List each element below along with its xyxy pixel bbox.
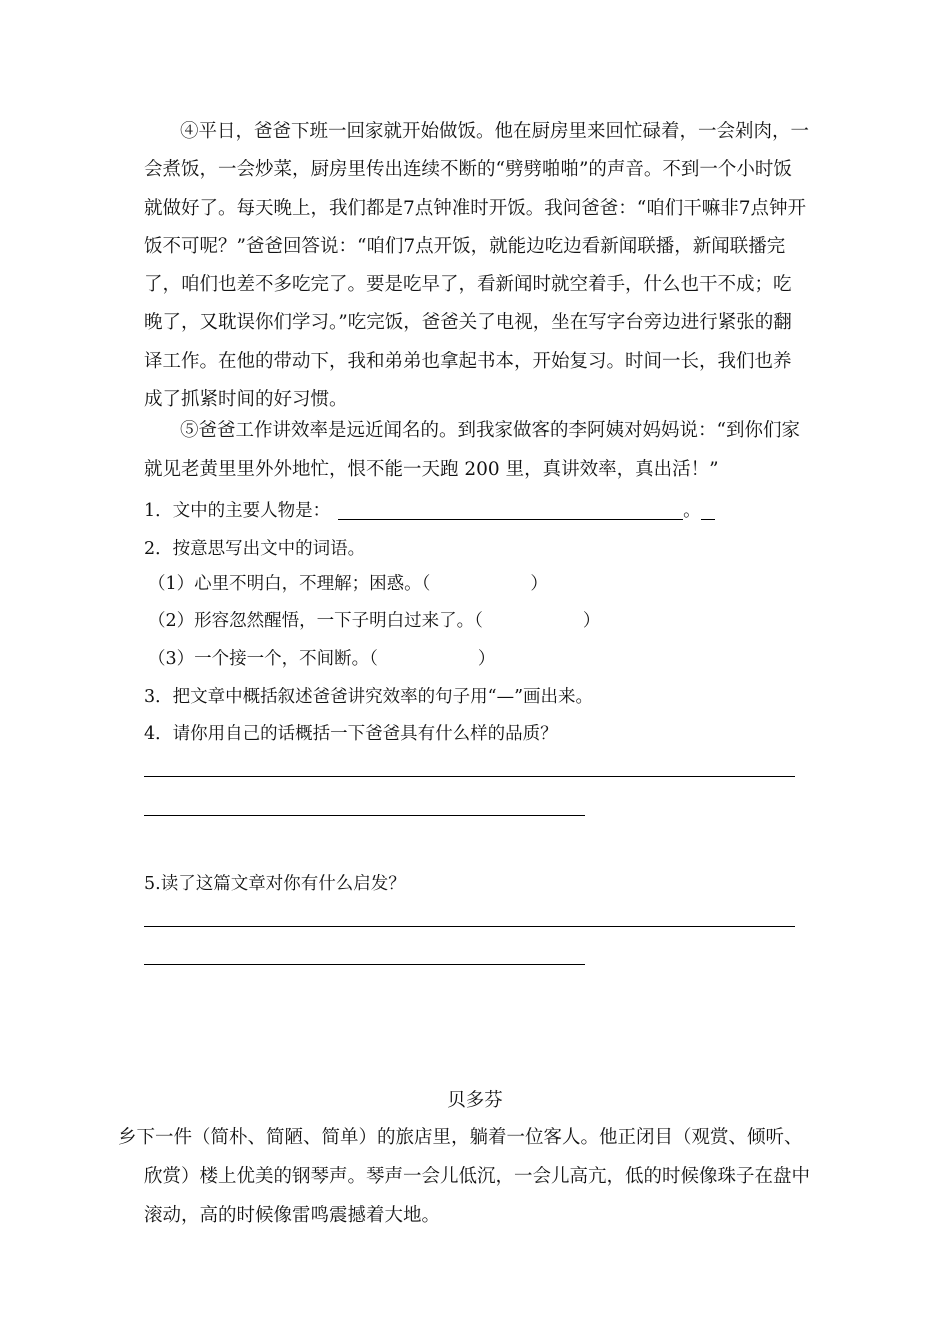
question-3: 3．把文章中概括叙述爸爸讲究效率的句子用“—”画出来。 [144,687,594,707]
question-4: 4．请你用自己的话概括一下爸爸具有什么样的品质？ [144,724,558,744]
passage-paragraph-5: ⑤爸爸工作讲效率是远近闻名的。到我家做客的李阿姨对妈妈说：“到你们家就见老黄里里外外地忙，恨不能一天跑 200 里，真讲效率，真出活！” [144,420,800,480]
question-4-answer-line-1[interactable] [144,776,795,777]
question-2-item-1 [148,570,548,595]
question-1-period: 。 [683,501,701,521]
question-1 [144,497,715,522]
story-paragraph: 乡下一件（简朴、简陋、简单）的旅店里，躺着一位客人。他正闭目（观赏、倾听、欣赏）楼上优美的钢琴声。琴声一会儿低沉，一会儿高亢，低的时候像珠子在盘中滚动，高的时候像雷鸣震撼着大地。 [118,1127,811,1226]
question-2-item-2 [148,607,600,632]
question-2-item-1-close-paren: ） [530,574,548,594]
question-2-item-2-close-paren: ） [582,611,601,631]
story-title: 贝多芬 [447,1090,503,1111]
question-5-answer-line-1[interactable] [144,926,795,927]
question-4-answer-line-2[interactable] [144,815,585,816]
question-2-item-1-text: （1）心里不明白，不理解；困惑。（ [148,574,431,594]
question-2: 2．按意思写出文中的词语。 [144,539,366,559]
question-1-answer-blank[interactable] [338,501,683,520]
question-2-item-2-text: （2）形容忽然醒悟，一下子明白过来了。（ [148,611,483,631]
question-1-blank-tail [701,519,715,520]
question-1-label: 1．文中的主要人物是： [144,501,331,521]
question-2-item-3-text: （3）一个接一个，不间断。（ [148,649,378,669]
question-2-item-3-close-paren: ） [477,649,496,669]
passage-paragraph-4: ④平日，爸爸下班一回家就开始做饭。他在厨房里来回忙碌着，一会剁肉，一会煮饭，一会炒菜，厨房里传出连续不断的“劈劈啪啪”的声音。不到一个小时饭就做好了。每天晚上，我们都是7点钟准时开饭。我问爸爸：“咱们干嘛非7点钟开饭不可呢？”爸爸回答说：“咱们7点开饭，就能边吃边看新闻联播，新闻联播完了，咱们也差不多吃完了。要是吃早了，看新闻时就空着手，什么也干不成；吃晚了，又耽误你们学习。”吃完饭，爸爸关了电视，坐在写字台旁边进行紧张的翻译工作。在他的带动下，我和弟弟也拿起书本，开始复习。时间一长，我们也养成了抓紧时间的好习惯。 [144,121,810,411]
question-5: 5.读了这篇文章对你有什么启发？ [144,874,406,894]
question-5-answer-line-2[interactable] [144,964,585,965]
question-2-item-3 [148,645,495,670]
